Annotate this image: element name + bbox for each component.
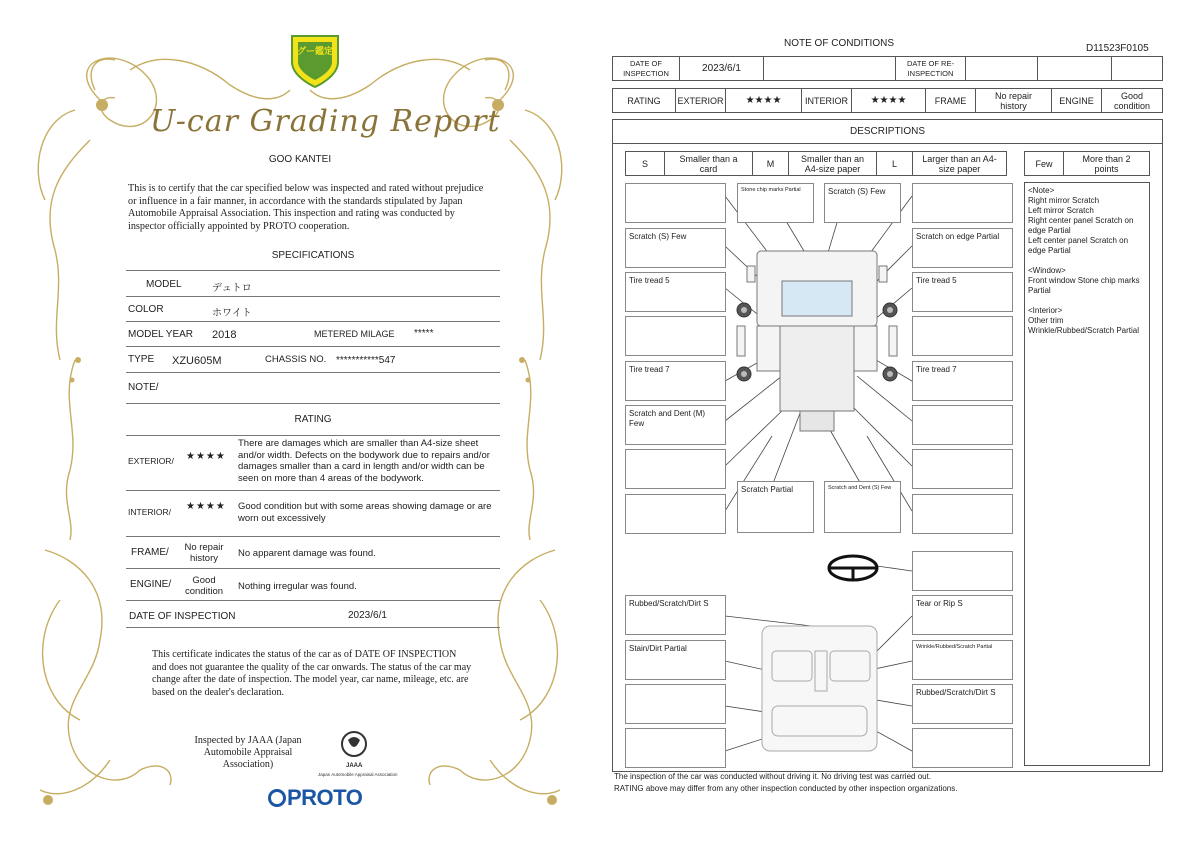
chassis-value: ***********547	[336, 355, 396, 366]
proto-logo-text: PROTO	[287, 785, 363, 810]
condition-box	[912, 316, 1013, 356]
condition-box	[625, 684, 726, 724]
interior-heading: <Interior>	[1028, 306, 1063, 315]
divider	[126, 435, 500, 436]
interior-line: Other trim	[1028, 316, 1064, 325]
legend-few: Few	[1035, 158, 1053, 169]
disclaimer-text: This certificate indicates the status of the car as of DATE OF INSPECTION and does not guarantee the quality of the car onwards. The status of the car may change after the date of inspection. The model year, car name, mileage, etc. are based on the dealer's declaration.	[152, 649, 472, 698]
box-stain-dirt: Stain/Dirt Partial	[625, 640, 726, 680]
condition-box	[625, 494, 726, 534]
descriptions-heading: DESCRIPTIONS	[612, 119, 1163, 144]
badge-text: グー鑑定	[296, 46, 333, 56]
divider	[126, 270, 500, 271]
engine-value: Good condition	[1101, 89, 1162, 112]
condition-box	[912, 449, 1013, 489]
report-subtitle: GOO KANTEI	[268, 154, 332, 165]
divider	[126, 568, 500, 569]
legend-l-desc: Larger than an A4-size paper	[912, 152, 1006, 175]
interior-stars: ★★★★	[186, 501, 226, 512]
condition-box	[625, 183, 726, 223]
box-scratch-few-top: Scratch (S) Few	[824, 183, 901, 223]
inspected-by-text: Inspected by JAAA (Japan Automobile Appraisal Association)	[194, 735, 302, 770]
note-label: NOTE/	[128, 382, 159, 393]
box-scratch-few-left: Scratch (S) Few	[625, 228, 726, 268]
box-tire-tread-7-left: Tire tread 7	[625, 361, 726, 401]
frame-label: FRAME	[925, 89, 975, 112]
empty-cell	[1111, 57, 1162, 80]
exterior-stars: ★★★★	[186, 451, 226, 462]
legend-s-desc: Smaller than a card	[664, 152, 752, 175]
empty-cell	[1037, 57, 1111, 80]
legend-m-desc: Smaller than an A4-size paper	[788, 152, 876, 175]
box-rubbed-left: Rubbed/Scratch/Dirt S	[625, 595, 726, 635]
engine-value: Good condition	[184, 575, 224, 597]
divider	[126, 321, 500, 322]
condition-box	[912, 494, 1013, 534]
condition-box	[912, 728, 1013, 768]
legend-l: L	[876, 152, 912, 175]
box-scratch-edge-right: Scratch on edge Partial	[912, 228, 1013, 268]
exterior-description: There are damages which are smaller than A4-size sheet and/or width. Defects on the bodywork due to repairs and/or damages smaller than a card in length and/or width can be seen on more than 4 areas of the bodywork.	[238, 438, 490, 484]
divider	[126, 600, 500, 601]
notes-panel	[1024, 182, 1150, 766]
frame-description: No apparent damage was found.	[238, 548, 376, 559]
note-line: Left center panel Scratch on edge Partial	[1028, 236, 1129, 255]
jaaa-emblem-icon	[340, 730, 368, 766]
condition-box	[912, 551, 1013, 591]
box-rubbed-right: Rubbed/Scratch/Dirt S	[912, 684, 1013, 724]
box-tire-tread-7-right: Tire tread 7	[912, 361, 1013, 401]
date-of-inspection-value: 2023/6/1	[679, 57, 763, 80]
divider	[126, 403, 500, 404]
rating-label: RATING	[627, 95, 661, 106]
divider	[126, 536, 500, 537]
model-year-label: MODEL YEAR	[128, 329, 194, 340]
date-row	[612, 56, 1163, 81]
window-line: Front window Stone chip marks Partial	[1028, 276, 1140, 295]
box-scratch-partial: Scratch Partial	[737, 481, 814, 533]
frame-value: No repair history	[975, 89, 1051, 112]
goo-kantei-badge	[288, 32, 342, 90]
empty-cell	[763, 57, 895, 80]
color-value: ホワイト	[212, 308, 252, 319]
note-line: Right center panel Scratch on edge Partial	[1028, 216, 1134, 235]
color-label: COLOR	[128, 304, 164, 315]
footer-note-2: RATING above may differ from any other inspection conducted by other inspection organizations.	[614, 784, 958, 793]
jaaa-logo-text: JAAA	[346, 763, 363, 769]
chassis-label: CHASSIS NO.	[265, 354, 327, 365]
condition-box	[912, 405, 1013, 445]
proto-logo	[268, 785, 362, 811]
spacer	[1028, 296, 1146, 306]
box-tire-tread-5-left: Tire tread 5	[625, 272, 726, 312]
condition-box	[625, 316, 726, 356]
window-heading: <Window>	[1028, 266, 1066, 275]
few-legend	[1024, 151, 1150, 176]
model-value: デュトロ	[212, 283, 252, 294]
box-scratch-dent-s-few: Scratch and Dent (S) Few	[824, 481, 901, 533]
interior-stars: ★★★★	[851, 89, 925, 112]
box-tire-tread-5-right: Tire tread 5	[912, 272, 1013, 312]
box-scratch-dent-few: Scratch and Dent (M) Few	[625, 405, 726, 445]
document-id: D11523F0105	[1086, 43, 1149, 54]
engine-description: Nothing irregular was found.	[238, 581, 357, 592]
divider	[126, 627, 500, 628]
interior-label: INTERIOR/	[128, 507, 171, 517]
condition-box	[625, 449, 726, 489]
proto-logo-icon	[268, 789, 286, 807]
box-tear-rip: Tear or Rip S	[912, 595, 1013, 635]
exterior-label: EXTERIOR	[675, 89, 725, 112]
exterior-stars: ★★★★	[725, 89, 801, 112]
engine-label: ENGINE	[1051, 89, 1101, 112]
interior-label: INTERIOR	[801, 89, 851, 112]
divider	[126, 296, 500, 297]
rating-heading: RATING	[294, 414, 332, 425]
box-stone-chip: Stone chip marks Partial	[737, 183, 814, 223]
rating-row	[612, 88, 1163, 113]
type-label: TYPE	[128, 354, 155, 365]
empty-cell	[965, 57, 1037, 80]
certification-text: This is to certify that the car specified below was inspected and rated without prejudice or influence in a fair manner, in accordance with the standards stipulated by Japan Automobile Appraisal Association. This inspection and rating was conducted by inspector officially appointed by PROTO cooperation.	[128, 183, 484, 232]
mileage-label: METERED MILAGE	[314, 329, 395, 339]
model-label: MODEL	[146, 279, 182, 290]
engine-label: ENGINE/	[130, 579, 172, 590]
specifications-heading: SPECIFICATIONS	[271, 250, 355, 261]
size-legend	[625, 151, 1007, 176]
note-line: Right mirror Scratch	[1028, 196, 1100, 205]
box-wrinkle-right: Wrinkle/Rubbed/Scratch Partial	[912, 640, 1013, 680]
footer-note-1: The inspection of the car was conducted without driving it. No driving test was carried out.	[614, 772, 932, 781]
legend-s: S	[641, 158, 648, 169]
type-value: XZU605M	[172, 355, 222, 367]
exterior-label: EXTERIOR/	[128, 456, 174, 466]
date-of-inspection-value: 2023/6/1	[348, 610, 387, 621]
interior-line: Wrinkle/Rubbed/Scratch Partial	[1028, 326, 1140, 335]
frame-label: FRAME/	[131, 547, 169, 558]
jaaa-caption: Japan Automobile Appraisal Association	[318, 772, 398, 777]
frame-value: No repair history	[184, 542, 224, 564]
divider	[126, 372, 500, 373]
condition-box	[912, 183, 1013, 223]
mileage-value: *****	[414, 328, 434, 339]
divider	[126, 490, 500, 491]
interior-description: Good condition but with some areas showing damage or are worn out excessively	[238, 501, 492, 524]
steering-wheel-icon	[829, 556, 877, 580]
legend-m: M	[752, 152, 788, 175]
conditions-title: NOTE OF CONDITIONS	[784, 38, 894, 49]
spacer	[1028, 256, 1146, 266]
date-of-reinspection-label: DATE OF RE-INSPECTION	[895, 57, 965, 80]
note-heading: <Note>	[1028, 186, 1055, 195]
date-of-inspection-label: DATE OF INSPECTION	[129, 611, 236, 622]
note-line: Left mirror Scratch	[1028, 206, 1094, 215]
date-of-inspection-label: DATE OF INSPECTION	[623, 58, 669, 78]
model-year-value: 2018	[212, 329, 237, 341]
report-title: U-car Grading Report	[150, 104, 501, 139]
condition-box	[625, 728, 726, 768]
divider	[126, 346, 500, 347]
legend-few-desc: More than 2 points	[1063, 152, 1149, 175]
